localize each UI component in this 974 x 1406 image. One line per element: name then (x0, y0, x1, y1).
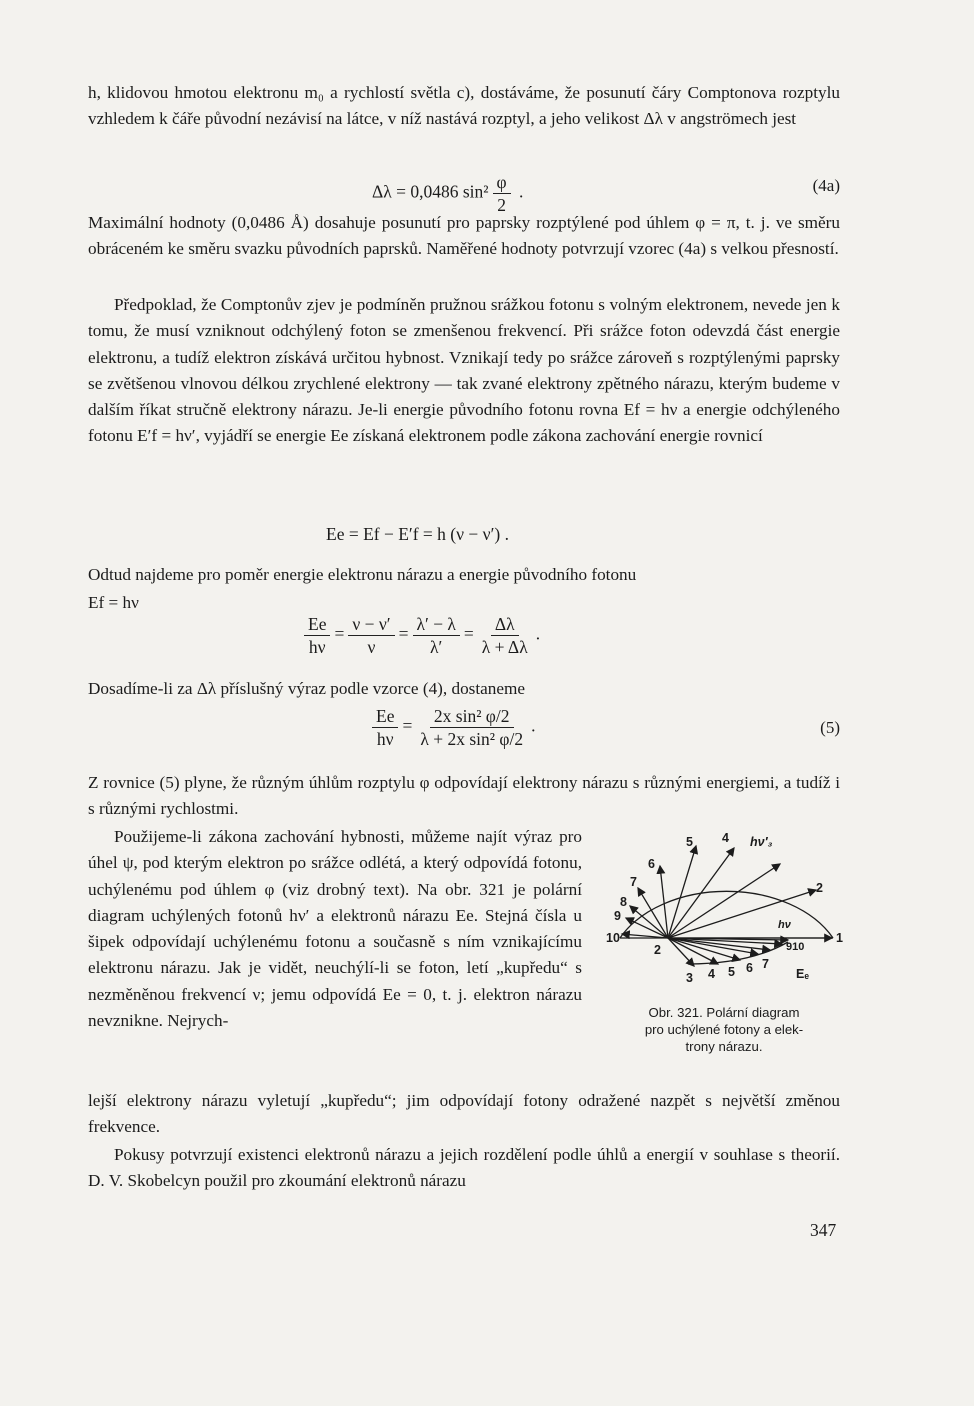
figure-caption-line-3: trony nárazu. (685, 1039, 763, 1054)
fig-label-4: 4 (722, 831, 729, 845)
electron-envelope (688, 942, 788, 964)
e5-left-num: Ee (372, 706, 398, 728)
paragraph-7-continuation: lejší elektrony nárazu vyletují „kupředu“; jim odpovídají fotony odražené nazpět s největší změnou frekvence. (88, 1091, 840, 1137)
paragraph-5: Dosadíme-li za Δλ příslušný výraz podle vzorce (4), dostaneme (88, 679, 525, 698)
page-number: 347 (810, 1220, 837, 1240)
equation-5-tag: (5) (820, 718, 840, 737)
equation-4a: Δλ = 0,0486 sin² $\frac{\varphi}{2}$ . (372, 172, 524, 215)
fig-label-Ee: Eₑ (796, 967, 810, 981)
photon-arrow-4 (668, 848, 734, 938)
fig-label-e910: 910 (786, 941, 805, 953)
fig-label-8: 8 (620, 895, 627, 909)
photon-arrow-5 (668, 846, 696, 938)
paragraph-4-continuation: Ef = hν (88, 593, 139, 612)
fig-label-5: 5 (686, 835, 693, 849)
e5-left-den: hν (376, 729, 394, 749)
figure-caption (602, 1004, 846, 1055)
ratio-f3-den: λ′ (430, 637, 443, 657)
ratio-f4-num: Δλ (491, 614, 519, 636)
fig-label-10: 10 (606, 931, 620, 945)
fig-label-e3: 3 (686, 971, 693, 982)
fig-label-e7: 7 (762, 957, 769, 971)
ratio-f3-num: λ′ − λ (413, 614, 460, 636)
fig-label-9: 9 (614, 909, 621, 923)
ratio-f4-den: λ + Δλ (481, 637, 528, 657)
ratio-f1-den: hν (308, 637, 326, 657)
paragraph-4: Odtud najdeme pro poměr energie elektronu nárazu a energie původního fotonu (88, 565, 637, 584)
figure-caption-line-2: pro uchýlené fotony a elek- (644, 1022, 804, 1037)
photon-arrow-2 (668, 890, 816, 938)
paragraph-7: Použijeme-li zákona zachování hybnosti, můžeme najít výraz pro úhel ψ, pod kterým elektron po srážce odlétá, a který odpovídá fotonu, uchýlenému pod úhlem φ (viz drobný text). Na obr. 321 je polární diagram uchýlených fotonů hν′ a elektronů nárazu Ee. Stejná čísla u šipek odpovídají uchýlenému fotonu a současně s ním vznikajícímu elektronu nárazu. Jak je vidět, neuchýlí-li se foton, letí „kupředu“ s nezměněnou frekvencí ν; jemu odpovídá Ee = 0, t. j. elektron nárazu nevznikne. Nejrych- (88, 827, 582, 1031)
equation-4a-lhs: Δλ = 0,0486 sin² (372, 181, 489, 202)
e5-right-den: λ + 2x sin² φ/2 (420, 729, 524, 749)
ratio-f1-num: Ee (304, 614, 330, 636)
ratio-f2-num: ν − ν′ (348, 614, 394, 636)
paragraph-3: Předpoklad, že Comptonův zjev je podmíněn pružnou srážkou fotonu s volným elektronem, nevede jen k tomu, že musí vzniknout odchýlený foton se zmenšenou frekvencí. Při srážce foton odevzdá část energie elektronu, a tudíž elektron získává určitou hybnost. Vznikají tedy po srážce zároveň s rozptýlenými paprsky se zvětšenou vlnovou délkou zrychlené elektrony — tak zvané elektrony zpětného nárazu, kterým budeme v dalším říkat stručně elektrony nárazu. Je-li energie původního fotonu rovna Ef = hν a energie odchýleného fotonu E′f = hν′, vyjádří se energie Ee získaná elektronem podle zákona zachování energie rovnicí (88, 295, 840, 446)
paragraph-6: Z rovnice (5) plyne, že různým úhlům rozptylu φ odpovídají elektrony nárazu s různými energiemi, a tudíž i s různými rychlostmi. (88, 773, 840, 819)
fig-label-center-2: 2 (654, 943, 661, 957)
paragraph-2: Maximální hodnoty (0,0486 Å) dosahuje posunutí pro paprsky rozptýlené pod úhlem φ = π, t. j. ve směru obráceném ke směru svazku původních paprsků. Naměřené hodnoty potvrzují vzorec (4a) s velkou přesností. (88, 213, 840, 259)
fig-label-hv3: hν′₃ (750, 835, 773, 849)
e5-right-num: 2x sin² φ/2 (430, 706, 514, 728)
polar-diagram (600, 826, 850, 982)
fig-label-hv: hν (778, 919, 791, 931)
photon-arrow-3 (668, 864, 780, 938)
fig-label-e5: 5 (728, 965, 735, 979)
equation-energy-ratio: $\frac{Ee}{h\nu}$ = $\frac{\nu - \nu'}{\nu}$ = $\frac{\lambda' - \lambda}{\lambda'}$ = $\frac{\Delta\lambda}{\lambda + \Delta\lambda}$ . (300, 614, 540, 657)
equation-4a-denominator: 2 (497, 195, 506, 215)
fig-label-1: 1 (836, 931, 843, 945)
equation-4a-numerator: φ (493, 172, 511, 194)
equation-electron-energy: Ee = Ef − E′f = h (ν − ν′) . (326, 524, 509, 544)
ratio-f2-den: ν (367, 637, 376, 657)
figure-caption-line-1: Obr. 321. Polární diagram (648, 1005, 800, 1020)
paragraph-1: h, klidovou hmotou elektronu m₀ a rychlostí světla c), dostáváme, že posunutí čáry Comptonova rozptylu vzhledem k čáře původní nezávisí na látce, v níž nastává rozptyl, a jeho velikost Δλ v angströmech jest (88, 83, 840, 129)
fig-label-6: 6 (648, 857, 655, 871)
equation-4a-tag: (4a) (812, 176, 840, 195)
paragraph-8: Pokusy potvrzují existenci elektronů nárazu a jejich rozdělení podle úhlů a energií v souhlase s theorií. D. V. Skobelcyn použil pro zkoumání elektronů nárazu (88, 1145, 840, 1191)
fig-label-2: 2 (816, 881, 823, 895)
fig-label-7: 7 (630, 875, 637, 889)
fig-label-e4: 4 (708, 967, 715, 981)
fig-label-e6: 6 (746, 961, 753, 975)
equation-5: $\frac{Ee}{h\nu}$ = $\frac{\text{2x sin² φ/2}}{\text{λ + 2x sin² φ/2}}$ . (368, 706, 535, 749)
